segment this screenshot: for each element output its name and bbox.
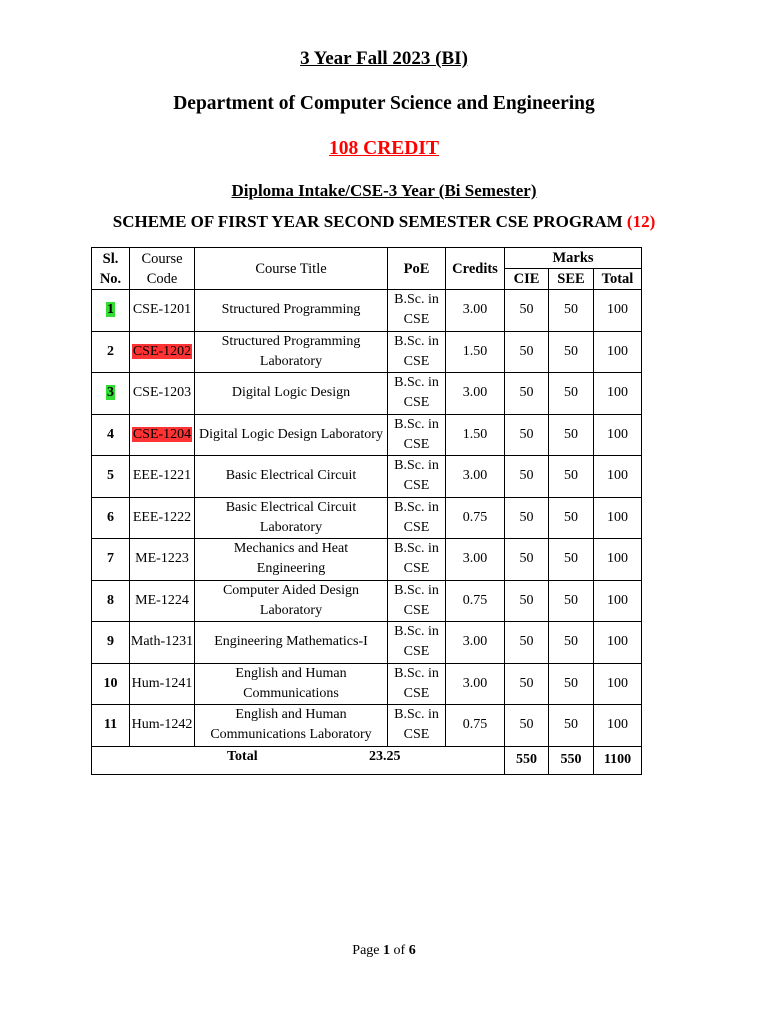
- header-see: SEE: [549, 269, 594, 290]
- row-sl: 5: [92, 456, 130, 498]
- credit-heading: 108 CREDIT: [329, 138, 439, 159]
- row-see: 50: [549, 414, 594, 456]
- row-title: Digital Logic Design: [195, 373, 388, 415]
- row-cie: 50: [505, 290, 549, 332]
- scheme-count: (12): [626, 212, 656, 231]
- row-credits: 0.75: [446, 580, 505, 622]
- row-total: 100: [594, 373, 642, 415]
- row-cie: 50: [505, 331, 549, 373]
- course-table: [91, 247, 642, 775]
- header-cie: CIE: [505, 269, 549, 290]
- row-cie: 50: [505, 456, 549, 498]
- row-title: Computer Aided Design Laboratory: [195, 580, 388, 622]
- table-row: [92, 331, 642, 373]
- row-sl: 1: [92, 290, 130, 332]
- row-code: Hum-1241: [130, 663, 195, 705]
- row-see: 50: [549, 539, 594, 581]
- row-see: 50: [549, 331, 594, 373]
- row-see: 50: [549, 373, 594, 415]
- page-title: 3 Year Fall 2023 (BI): [300, 48, 468, 69]
- row-sl: 3: [92, 373, 130, 415]
- total-credits: 23.25: [369, 748, 401, 764]
- row-cie: 50: [505, 705, 549, 747]
- row-poe: B.Sc. in CSE: [388, 663, 446, 705]
- row-cie: 50: [505, 580, 549, 622]
- row-code: CSE-1203: [130, 373, 195, 415]
- table-row: [92, 539, 642, 581]
- row-see: 50: [549, 580, 594, 622]
- row-see: 50: [549, 705, 594, 747]
- total-marks: 1100: [594, 746, 642, 774]
- row-title: English and Human Communications Laboratory: [195, 705, 388, 747]
- row-title: Structured Programming Laboratory: [195, 331, 388, 373]
- row-poe: B.Sc. in CSE: [388, 331, 446, 373]
- row-title: Basic Electrical Circuit: [195, 456, 388, 498]
- row-title: Structured Programming: [195, 290, 388, 332]
- header-total: Total: [594, 269, 642, 290]
- row-see: 50: [549, 622, 594, 664]
- row-sl: 4: [92, 414, 130, 456]
- row-poe: B.Sc. in CSE: [388, 373, 446, 415]
- row-title: Digital Logic Design Laboratory: [195, 414, 388, 456]
- row-credits: 3.00: [446, 622, 505, 664]
- row-cie: 50: [505, 663, 549, 705]
- department-heading: Department of Computer Science and Engineering: [173, 93, 595, 114]
- row-title: Engineering Mathematics-I: [195, 622, 388, 664]
- row-sl: 8: [92, 580, 130, 622]
- row-total: 100: [594, 331, 642, 373]
- intake-heading: Diploma Intake/CSE-3 Year (Bi Semester): [231, 181, 537, 200]
- row-poe: B.Sc. in CSE: [388, 539, 446, 581]
- row-poe: B.Sc. in CSE: [388, 622, 446, 664]
- row-cie: 50: [505, 373, 549, 415]
- scheme-text: SCHEME OF FIRST YEAR SECOND SEMESTER CSE PROGRAM: [112, 212, 623, 231]
- table-row: [92, 580, 642, 622]
- row-code: Math-1231: [130, 622, 195, 664]
- row-see: 50: [549, 497, 594, 539]
- row-code: CSE-1202: [130, 331, 195, 373]
- table-row: [92, 373, 642, 415]
- row-sl: 11: [92, 705, 130, 747]
- header-course-code: Course Code: [130, 248, 195, 290]
- row-title: Mechanics and Heat Engineering: [195, 539, 388, 581]
- row-credits: 3.00: [446, 539, 505, 581]
- header-poe: PoE: [388, 248, 446, 290]
- row-title: Basic Electrical Circuit Laboratory: [195, 497, 388, 539]
- header-credits: Credits: [446, 248, 505, 290]
- row-title: English and Human Communications: [195, 663, 388, 705]
- row-credits: 3.00: [446, 663, 505, 705]
- row-cie: 50: [505, 414, 549, 456]
- total-label-cell: [92, 746, 505, 774]
- row-credits: 0.75: [446, 497, 505, 539]
- row-cie: 50: [505, 539, 549, 581]
- row-total: 100: [594, 580, 642, 622]
- table-row: [92, 497, 642, 539]
- total-cie: 550: [505, 746, 549, 774]
- row-code: ME-1223: [130, 539, 195, 581]
- row-total: 100: [594, 414, 642, 456]
- header-marks: Marks: [505, 248, 642, 269]
- row-credits: 3.00: [446, 290, 505, 332]
- row-credits: 1.50: [446, 331, 505, 373]
- row-poe: B.Sc. in CSE: [388, 580, 446, 622]
- row-total: 100: [594, 497, 642, 539]
- row-credits: 3.00: [446, 456, 505, 498]
- table-row: [92, 705, 642, 747]
- row-total: 100: [594, 539, 642, 581]
- row-sl: 2: [92, 331, 130, 373]
- table-row: [92, 290, 642, 332]
- row-code: EEE-1221: [130, 456, 195, 498]
- row-sl: 6: [92, 497, 130, 539]
- page-footer: Page 1 of 6: [352, 943, 416, 958]
- total-see: 550: [549, 746, 594, 774]
- row-sl: 9: [92, 622, 130, 664]
- row-credits: 3.00: [446, 373, 505, 415]
- row-poe: B.Sc. in CSE: [388, 497, 446, 539]
- row-total: 100: [594, 456, 642, 498]
- table-row: [92, 663, 642, 705]
- row-see: 50: [549, 663, 594, 705]
- header-course-title: Course Title: [195, 248, 388, 290]
- row-sl: 7: [92, 539, 130, 581]
- row-total: 100: [594, 622, 642, 664]
- row-poe: B.Sc. in CSE: [388, 705, 446, 747]
- table-row: [92, 456, 642, 498]
- row-see: 50: [549, 290, 594, 332]
- header-sl: Sl. No.: [92, 248, 130, 290]
- row-code: Hum-1242: [130, 705, 195, 747]
- row-code: CSE-1204: [130, 414, 195, 456]
- row-credits: 0.75: [446, 705, 505, 747]
- row-total: 100: [594, 663, 642, 705]
- row-see: 50: [549, 456, 594, 498]
- row-code: ME-1224: [130, 580, 195, 622]
- total-row: [92, 746, 642, 774]
- row-code: CSE-1201: [130, 290, 195, 332]
- row-sl: 10: [92, 663, 130, 705]
- row-poe: B.Sc. in CSE: [388, 414, 446, 456]
- row-poe: B.Sc. in CSE: [388, 456, 446, 498]
- total-label: Total: [227, 748, 258, 764]
- row-cie: 50: [505, 497, 549, 539]
- row-total: 100: [594, 290, 642, 332]
- scheme-heading: [0, 212, 768, 232]
- table-row: [92, 622, 642, 664]
- table-row: [92, 414, 642, 456]
- row-total: 100: [594, 705, 642, 747]
- row-poe: B.Sc. in CSE: [388, 290, 446, 332]
- row-code: EEE-1222: [130, 497, 195, 539]
- row-cie: 50: [505, 622, 549, 664]
- row-credits: 1.50: [446, 414, 505, 456]
